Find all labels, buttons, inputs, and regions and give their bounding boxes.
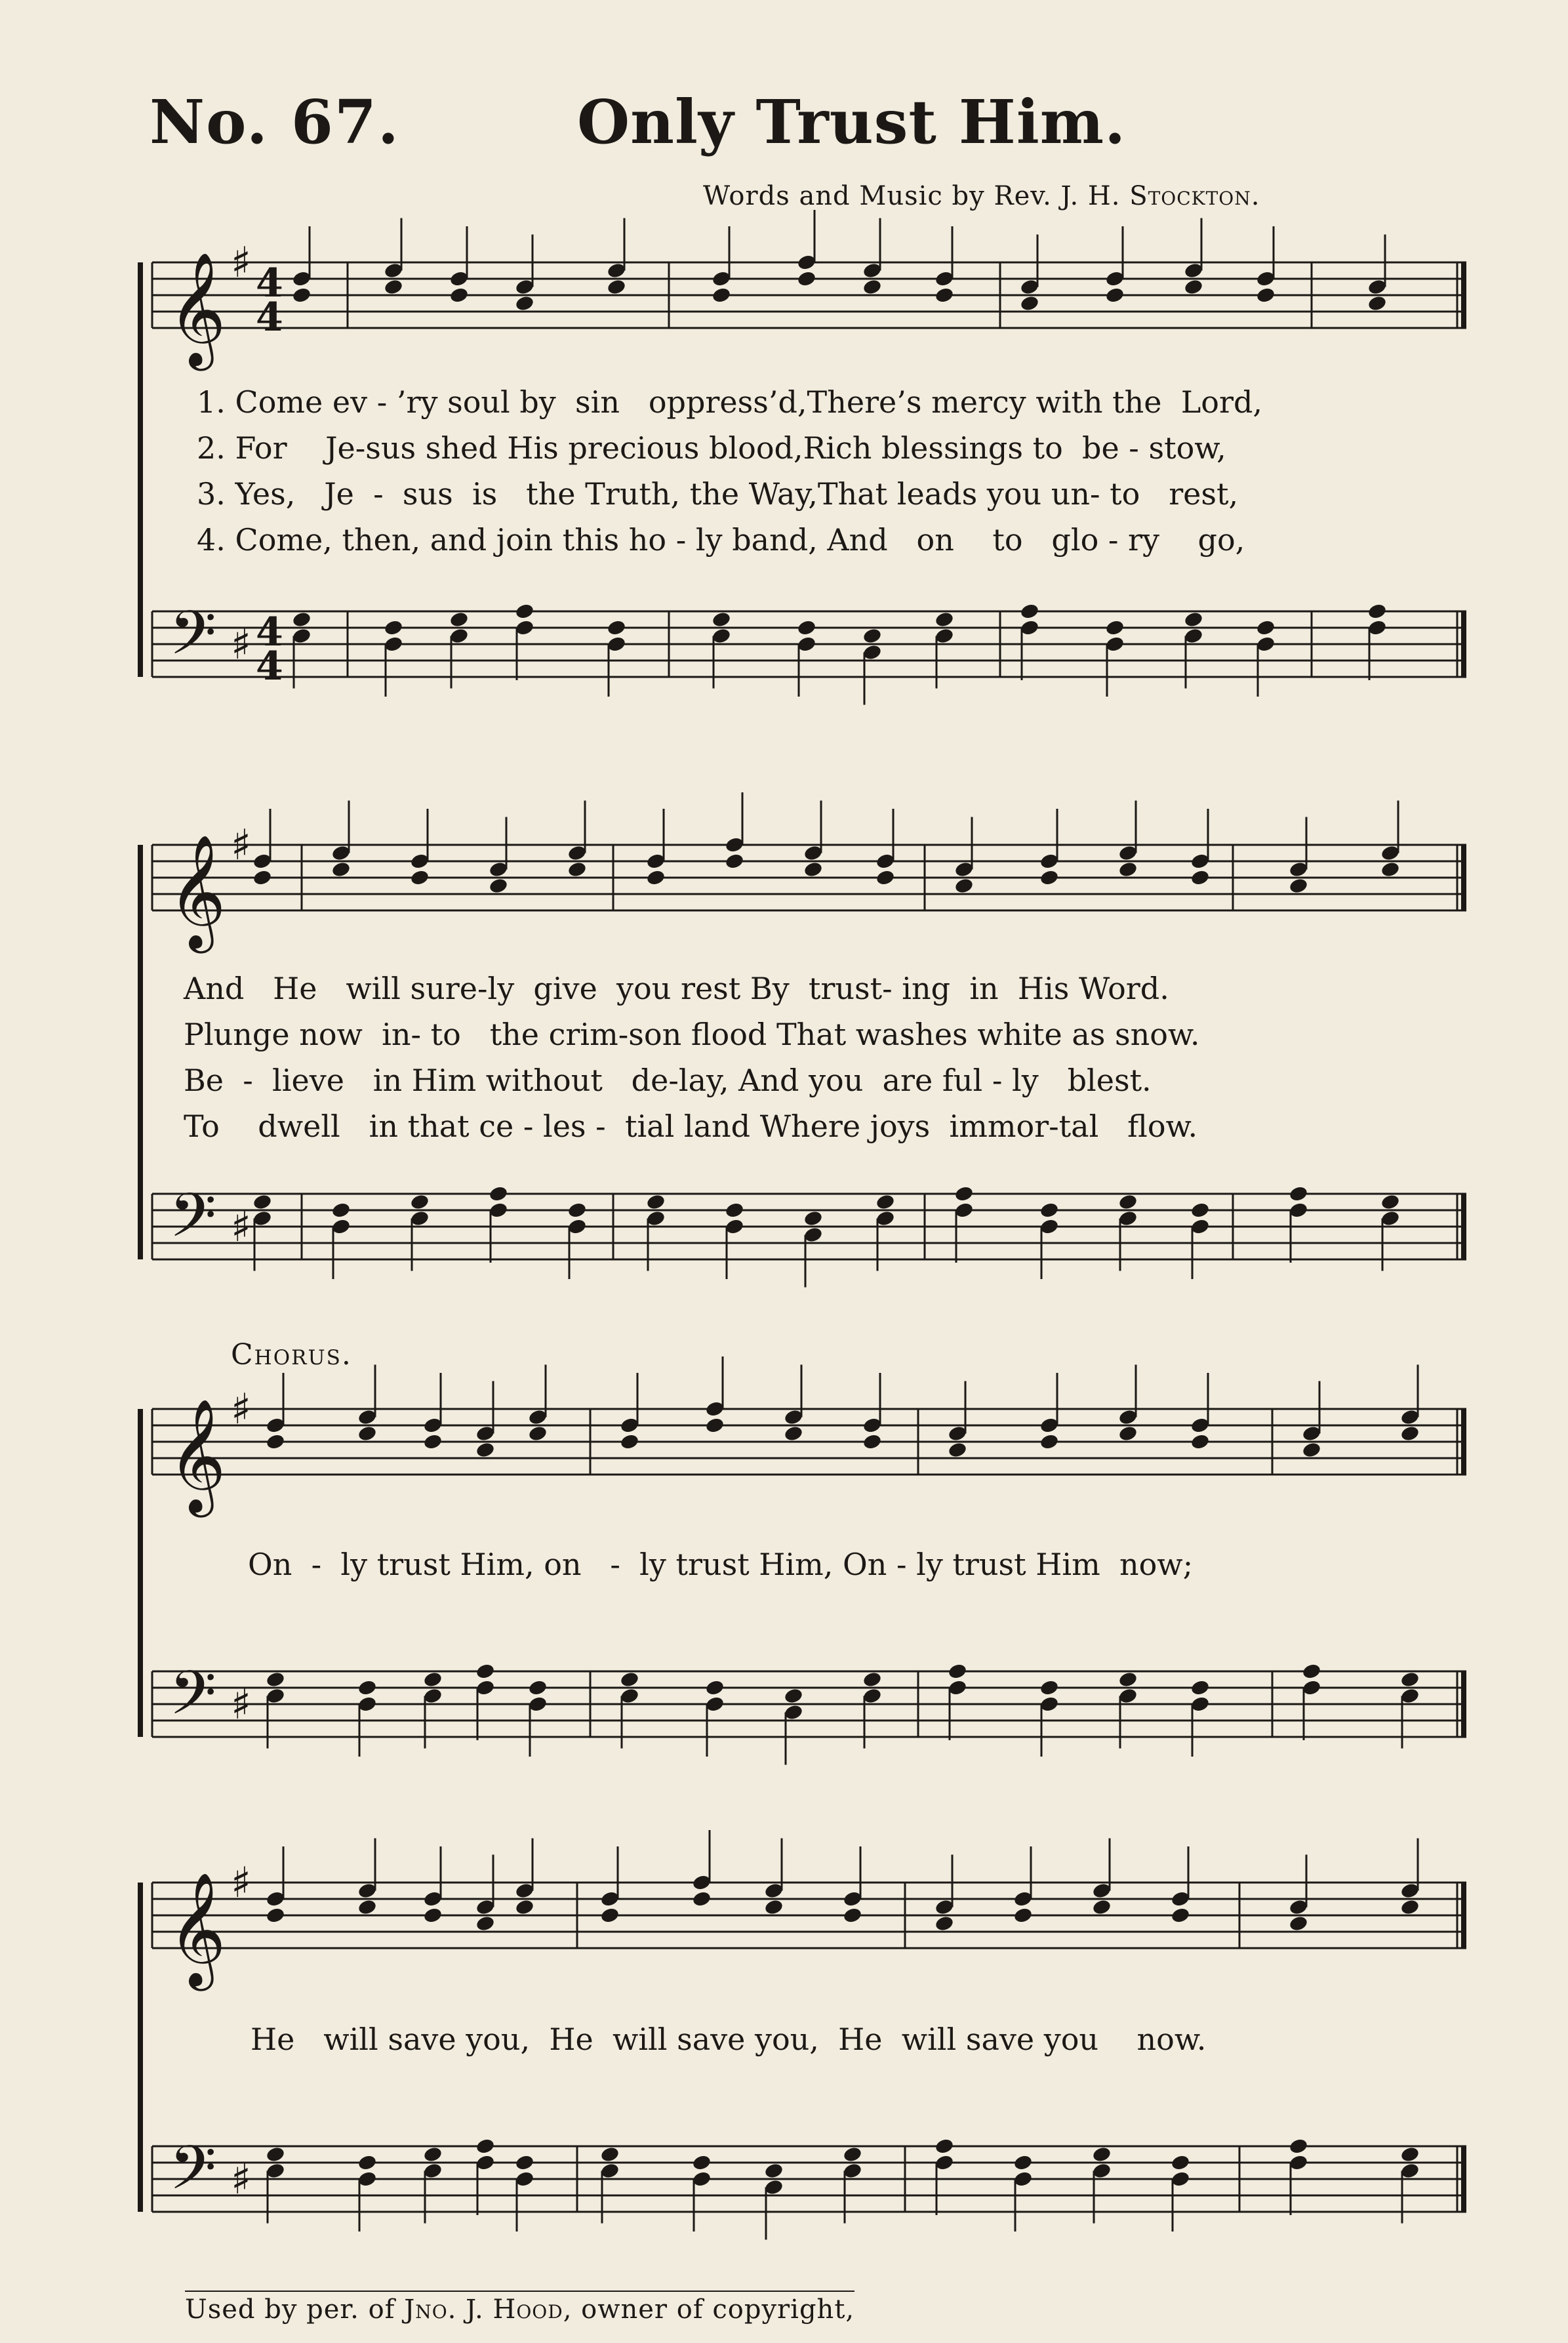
note-head xyxy=(1013,1907,1034,1925)
note-head xyxy=(1367,603,1388,621)
time-signature-top: 4 xyxy=(256,609,283,655)
verse-1-line-2: And He will sure-ly give you rest By trust- ing in His Word. xyxy=(184,971,1169,1006)
note-head xyxy=(1020,295,1040,312)
note-head xyxy=(357,1425,378,1442)
note-head xyxy=(607,619,627,637)
note-head xyxy=(620,1433,640,1451)
note-head xyxy=(705,1417,725,1435)
note-head xyxy=(1118,1193,1138,1211)
note-head xyxy=(725,1202,745,1219)
note-head xyxy=(1118,861,1138,878)
note-head xyxy=(935,1915,955,1932)
note-head xyxy=(948,1441,968,1459)
credit-prefix: Words and Music by Rev. J. H. xyxy=(703,181,1121,211)
note-head xyxy=(292,611,312,628)
note-head xyxy=(797,619,817,637)
note-head xyxy=(1302,1441,1322,1459)
note-head xyxy=(862,1671,883,1688)
note-head xyxy=(935,611,955,628)
note-head xyxy=(620,1671,640,1688)
note-head xyxy=(266,1433,286,1451)
note-head xyxy=(1105,619,1125,637)
note-head xyxy=(1256,619,1276,637)
sharp-icon: ♯ xyxy=(231,1203,251,1252)
note-head xyxy=(357,2154,378,2172)
note-head xyxy=(875,869,896,887)
note-head xyxy=(252,869,273,887)
note-head xyxy=(1184,611,1204,628)
note-head xyxy=(449,287,470,304)
footer-suffix: owner of copyright, xyxy=(581,2294,855,2325)
note-head xyxy=(515,295,535,312)
note-head xyxy=(1171,1907,1191,1925)
note-head xyxy=(1367,295,1388,312)
note-head xyxy=(875,1193,896,1211)
sharp-icon: ♯ xyxy=(231,821,251,870)
note-head xyxy=(862,1433,883,1451)
bass-clef-icon: 𝄢 xyxy=(169,2133,217,2218)
note-head xyxy=(423,1907,443,1925)
sharp-icon: ♯ xyxy=(231,239,251,287)
chorus-line-1: On - ly trust Him, on - ly trust Him, On - ly trust Him now; xyxy=(248,1547,1194,1582)
time-signature-top: 4 xyxy=(256,260,283,306)
sharp-icon: ♯ xyxy=(231,1385,251,1434)
hymn-number: No. 67. xyxy=(150,87,400,157)
note-head xyxy=(1190,1679,1211,1697)
verse-2-line-2: Plunge now in- to the crim-son flood That washes white as snow. xyxy=(184,1017,1200,1052)
note-head xyxy=(764,2162,784,2180)
note-head xyxy=(475,1915,496,1932)
footer-name: Jno. J. Hood, xyxy=(404,2294,573,2325)
credit-name: Stockton. xyxy=(1129,181,1260,211)
note-head xyxy=(1020,603,1040,621)
note-head xyxy=(384,619,404,637)
note-head xyxy=(410,1193,430,1211)
hymn-title: Only Trust Him. xyxy=(577,87,1127,157)
note-head xyxy=(1039,1202,1060,1219)
note-head xyxy=(1289,1915,1309,1932)
time-signature-bottom: 4 xyxy=(256,643,283,689)
note-head xyxy=(1302,1663,1322,1681)
note-head xyxy=(1190,1202,1211,1219)
note-head xyxy=(384,278,404,296)
note-head xyxy=(489,877,509,895)
note-head xyxy=(935,2138,955,2155)
note-head xyxy=(1289,877,1309,895)
note-head xyxy=(266,2146,286,2163)
note-head xyxy=(1118,1671,1138,1688)
note-head xyxy=(1118,1425,1138,1442)
note-head xyxy=(692,1890,712,1908)
note-head xyxy=(764,1898,784,1916)
note-head xyxy=(449,611,470,628)
note-head xyxy=(646,869,666,887)
note-head xyxy=(515,2154,535,2172)
note-head xyxy=(331,1202,352,1219)
note-head xyxy=(475,1663,496,1681)
sharp-icon: ♯ xyxy=(231,621,251,669)
note-head xyxy=(515,1898,535,1916)
note-head xyxy=(489,1185,509,1203)
verse-2-line-1: 2. For Je-sus shed His precious blood,Rich blessings to be - stow, xyxy=(197,430,1226,466)
note-head xyxy=(1400,2146,1420,2163)
time-signature-bottom: 4 xyxy=(256,295,283,340)
note-head xyxy=(1092,2146,1112,2163)
note-head xyxy=(843,1907,863,1925)
note-head xyxy=(475,1441,496,1459)
treble-clef-icon: 𝄞 xyxy=(168,1872,226,1986)
note-head xyxy=(515,603,535,621)
note-head xyxy=(843,2146,863,2163)
note-head xyxy=(357,1898,378,1916)
chorus-line-2: He will save you, He will save you, He will save you now. xyxy=(251,2022,1207,2057)
note-head xyxy=(266,1907,286,1925)
note-head xyxy=(954,877,975,895)
note-head xyxy=(1039,1679,1060,1697)
note-head xyxy=(1092,1898,1112,1916)
verse-4-line-2: To dwell in that ce - les - tial land Where joys immor-tal flow. xyxy=(184,1109,1198,1144)
note-head xyxy=(692,2154,712,2172)
verse-4-line-1: 4. Come, then, and join this ho - ly band, And on to glo - ry go, xyxy=(197,522,1245,558)
note-head xyxy=(862,627,883,645)
note-head xyxy=(600,1907,620,1925)
note-head xyxy=(1190,1433,1211,1451)
note-head xyxy=(423,1671,443,1688)
note-head xyxy=(567,861,588,878)
note-head xyxy=(1039,1433,1060,1451)
note-head xyxy=(1400,1425,1420,1442)
note-head xyxy=(331,861,352,878)
note-head xyxy=(423,1433,443,1451)
treble-clef-icon: 𝄞 xyxy=(168,834,226,948)
note-head xyxy=(784,1425,804,1442)
note-head xyxy=(1380,861,1401,878)
note-head xyxy=(1013,2154,1034,2172)
note-head xyxy=(725,853,745,870)
note-head xyxy=(1400,1898,1420,1916)
note-head xyxy=(292,287,312,304)
note-head xyxy=(784,1687,804,1705)
note-head xyxy=(705,1679,725,1697)
note-head xyxy=(1380,1193,1401,1211)
note-head xyxy=(797,270,817,288)
note-head xyxy=(528,1425,548,1442)
note-head xyxy=(862,278,883,296)
note-head xyxy=(712,287,732,304)
verse-1-line-1: 1. Come ev - ’ry soul by sin oppress’d,There’s mercy with the Lord, xyxy=(197,384,1263,420)
note-head xyxy=(1171,2154,1191,2172)
note-head xyxy=(475,2138,496,2155)
sharp-icon: ♯ xyxy=(231,1859,251,1907)
note-head xyxy=(948,1663,968,1681)
note-head xyxy=(803,861,824,878)
note-head xyxy=(357,1679,378,1697)
note-head xyxy=(712,611,732,628)
sharp-icon: ♯ xyxy=(231,2155,251,2204)
note-head xyxy=(1289,2138,1309,2155)
note-head xyxy=(600,2146,620,2163)
note-head xyxy=(1289,1185,1309,1203)
verse-3-line-1: 3. Yes, Je - sus is the Truth, the Way,That leads you un- to rest, xyxy=(197,476,1239,512)
sharp-icon: ♯ xyxy=(231,1681,251,1729)
note-head xyxy=(410,869,430,887)
note-head xyxy=(266,1671,286,1688)
note-head xyxy=(607,278,627,296)
note-head xyxy=(1400,1671,1420,1688)
treble-clef-icon: 𝄞 xyxy=(168,252,226,366)
note-head xyxy=(1184,278,1204,296)
note-head xyxy=(1105,287,1125,304)
verse-3-line-2: Be - lieve in Him without de-lay, And you are ful - ly blest. xyxy=(184,1063,1152,1098)
note-head xyxy=(1256,287,1276,304)
note-head xyxy=(528,1679,548,1697)
note-head xyxy=(567,1202,588,1219)
bass-clef-icon: 𝄢 xyxy=(169,1181,217,1266)
bass-clef-icon: 𝄢 xyxy=(169,598,217,683)
note-head xyxy=(1190,869,1211,887)
note-head xyxy=(803,1210,824,1227)
chorus-label: Chorus. xyxy=(231,1338,352,1372)
note-head xyxy=(954,1185,975,1203)
footer-prefix: Used by per. of xyxy=(185,2294,395,2325)
note-head xyxy=(1039,869,1060,887)
note-head xyxy=(935,287,955,304)
bass-clef-icon: 𝄢 xyxy=(169,1658,217,1743)
treble-clef-icon: 𝄞 xyxy=(168,1398,226,1513)
note-head xyxy=(423,2146,443,2163)
note-head xyxy=(646,1193,666,1211)
note-head xyxy=(252,1193,273,1211)
